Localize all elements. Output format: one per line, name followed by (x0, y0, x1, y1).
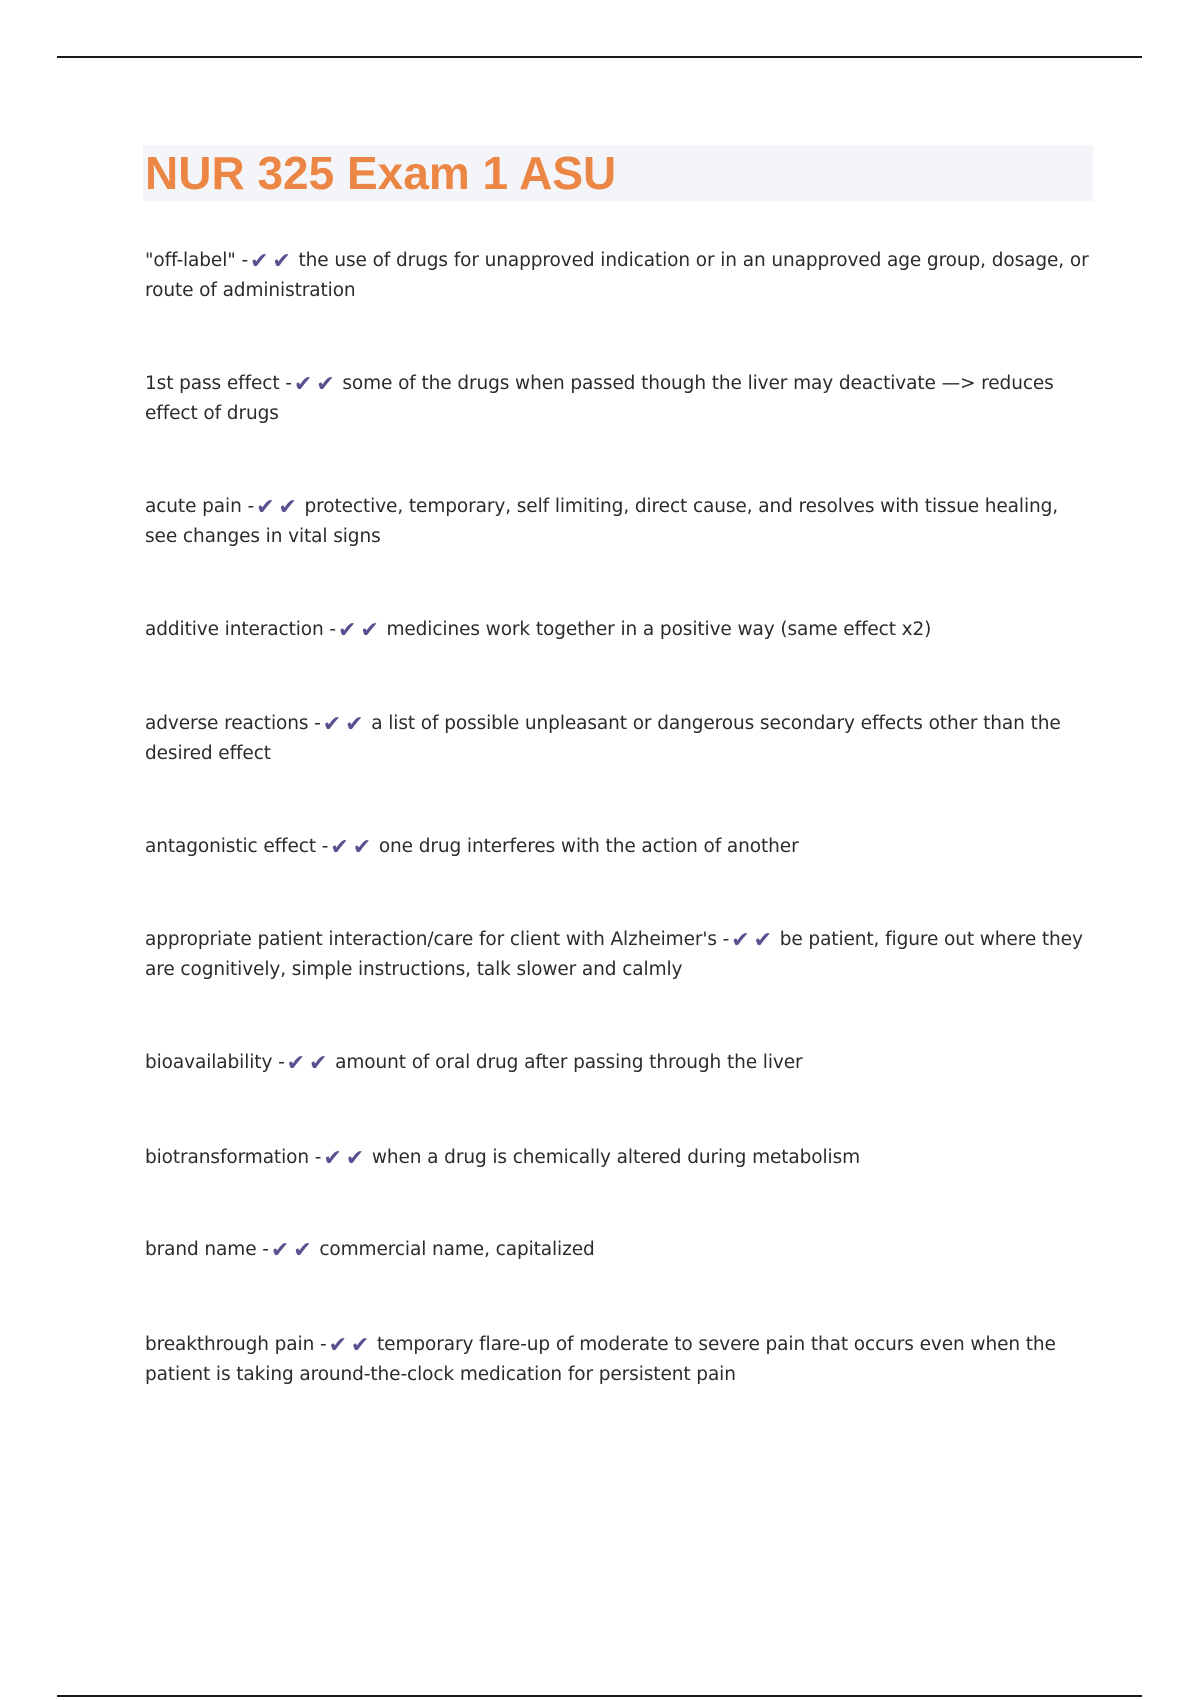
check-icon: ✔ (309, 1051, 328, 1076)
entry-1st-pass-effect (145, 369, 1090, 429)
entry-definition: some of the drugs when passed though the liver may deactivate —> reduces effect of drugs (145, 373, 1054, 424)
entry-brand-name (145, 1235, 595, 1265)
separator: - (321, 836, 329, 857)
entry-alzheimers-care (145, 925, 1090, 985)
separator: - (241, 250, 249, 271)
entry-definition: a list of possible unpleasant or dangerous secondary effects other than the desired effect (145, 713, 1061, 764)
check-icon: ✔ (323, 1146, 342, 1171)
check-icon: ✔ (731, 928, 750, 953)
check-icon: ✔ (345, 1146, 365, 1171)
check-icon: ✔ (345, 712, 364, 737)
entry-bioavailability (145, 1048, 803, 1078)
check-icon: ✔ (337, 618, 357, 643)
separator: - (247, 496, 255, 517)
entry-definition: protective, temporary, self limiting, direct cause, and resolves with tissue healing, see changes in vital signs (145, 496, 1059, 547)
entry-definition: amount of oral drug after passing through the liver (335, 1052, 803, 1073)
entry-off-label (145, 246, 1090, 306)
entry-adverse-reactions (145, 709, 1090, 769)
entry-definition: medicines work together in a positive way (same effect x2) (386, 619, 932, 640)
check-icon: ✔ (350, 1333, 370, 1358)
check-icon: ✔ (316, 372, 335, 397)
check-icon: ✔ (278, 495, 297, 520)
document-title: NUR 325 Exam 1 ASU (145, 147, 617, 199)
entry-biotransformation (145, 1143, 860, 1173)
entry-term: antagonistic effect (145, 836, 316, 857)
check-icon: ✔ (360, 618, 379, 643)
top-page-rule (57, 56, 1142, 58)
entry-term: appropriate patient interaction/care for client with Alzheimer's (145, 929, 717, 950)
entry-definition: commercial name, capitalized (319, 1239, 595, 1260)
check-icon: ✔ (293, 1238, 312, 1263)
separator: - (329, 619, 336, 640)
check-icon: ✔ (272, 249, 291, 274)
entry-breakthrough-pain (145, 1330, 1090, 1390)
entry-term: bioavailability (145, 1052, 273, 1073)
check-icon: ✔ (250, 249, 269, 274)
check-icon: ✔ (753, 928, 772, 953)
entry-definition: when a drug is chemically altered during metabolism (371, 1147, 861, 1168)
entry-term: "off-label" (145, 250, 236, 271)
title-banner (143, 145, 1093, 201)
check-icon: ✔ (270, 1238, 290, 1263)
entry-term: brand name (145, 1239, 257, 1260)
check-icon: ✔ (293, 372, 313, 397)
entry-definition: the use of drugs for unapproved indication or in an unapproved age group, dosage, or route of administration (145, 250, 1089, 301)
check-icon: ✔ (322, 712, 342, 737)
check-icon: ✔ (352, 835, 372, 860)
entry-term: additive interaction (145, 619, 324, 640)
separator: - (314, 713, 321, 734)
entry-definition: be patient, figure out where they are cognitively, simple instructions, talk slower and calmly (145, 929, 1083, 980)
check-icon: ✔ (328, 1333, 347, 1358)
separator: - (314, 1147, 322, 1168)
entry-definition: one drug interferes with the action of another (378, 836, 799, 857)
entry-term: breakthrough pain (145, 1334, 315, 1355)
entry-additive-interaction (145, 615, 931, 645)
check-icon: ✔ (256, 495, 275, 520)
check-icon: ✔ (286, 1051, 306, 1076)
bottom-page-rule (57, 1695, 1142, 1697)
separator: - (262, 1239, 269, 1260)
check-icon: ✔ (330, 835, 349, 860)
entry-definition: temporary flare-up of moderate to severe pain that occurs even when the patient is taking around-the-clock medication for persistent pain (145, 1334, 1056, 1385)
entry-term: adverse reactions (145, 713, 309, 734)
separator: - (319, 1334, 327, 1355)
entry-term: acute pain (145, 496, 242, 517)
entry-antagonistic-effect (145, 832, 799, 862)
entry-term: 1st pass effect (145, 373, 280, 394)
separator: - (285, 373, 292, 394)
separator: - (722, 929, 730, 950)
separator: - (278, 1052, 285, 1073)
entry-term: biotransformation (145, 1147, 309, 1168)
entry-acute-pain (145, 492, 1090, 552)
